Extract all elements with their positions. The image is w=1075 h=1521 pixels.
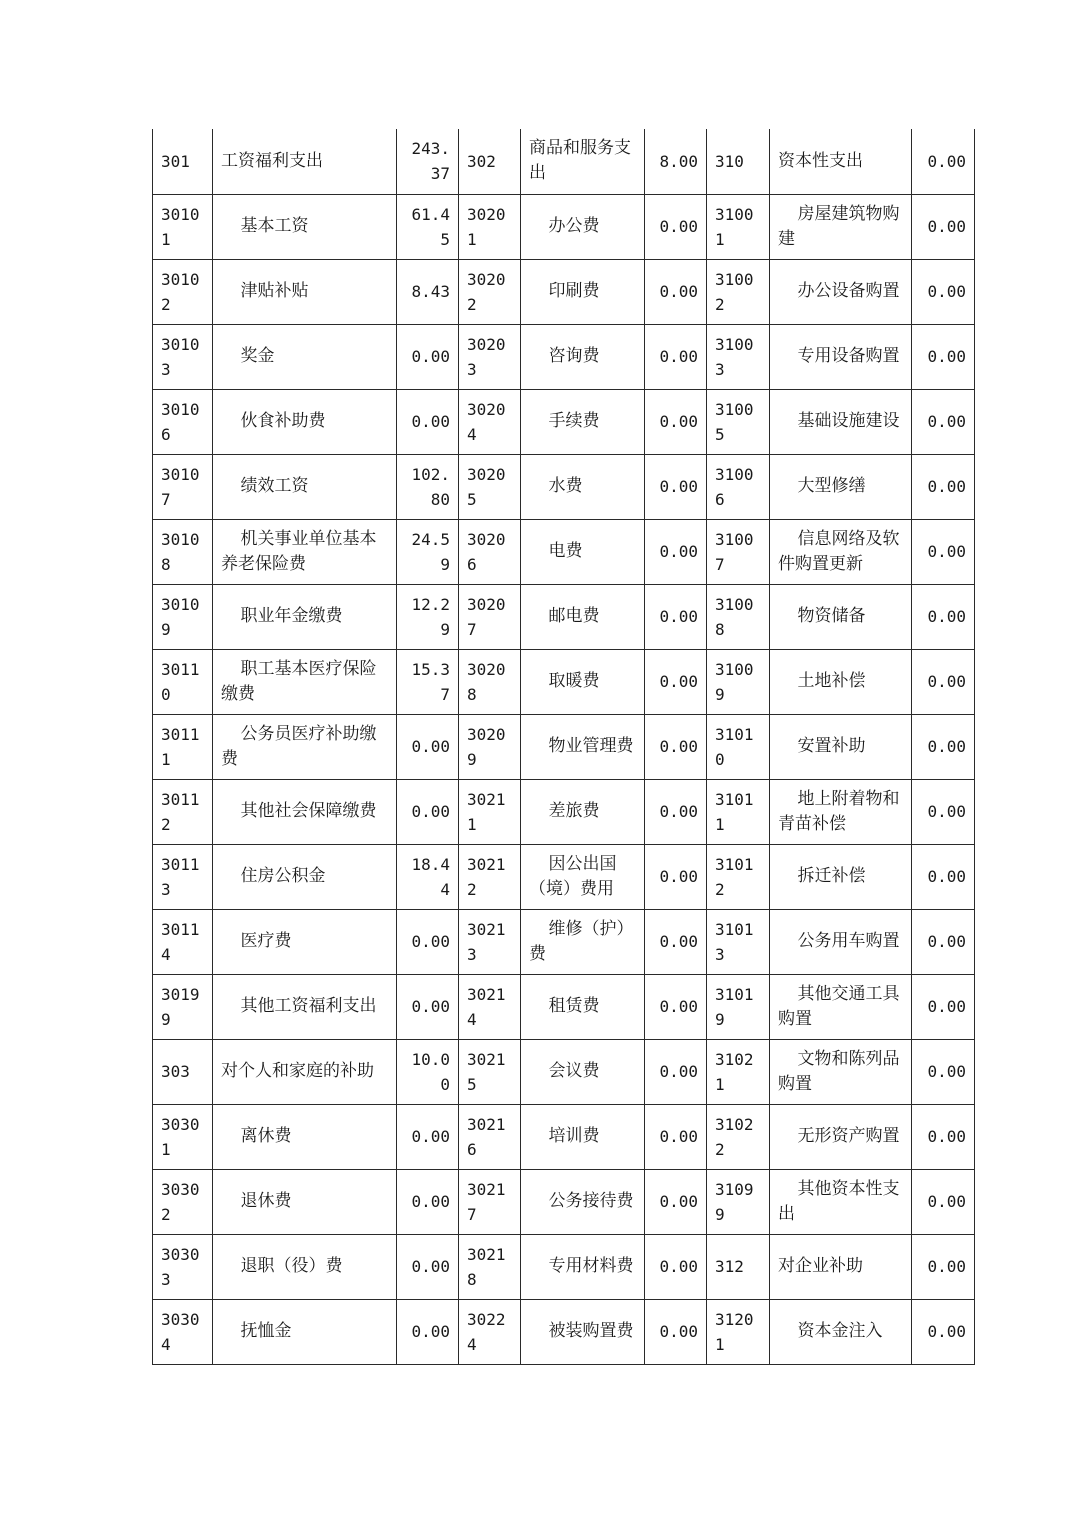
amount-cell: 18.44 bbox=[397, 844, 459, 909]
amount-cell: 0.00 bbox=[645, 1169, 707, 1234]
account-name-cell: 医疗费 bbox=[213, 909, 397, 974]
account-code-cell: 30213 bbox=[459, 909, 521, 974]
account-code-cell: 302 bbox=[459, 129, 521, 194]
account-code-cell: 31009 bbox=[707, 649, 770, 714]
account-code-cell: 31013 bbox=[707, 909, 770, 974]
amount-cell: 0.00 bbox=[645, 519, 707, 584]
amount-cell: 0.00 bbox=[397, 779, 459, 844]
amount-cell: 0.00 bbox=[912, 584, 975, 649]
account-name-cell: 邮电费 bbox=[521, 584, 645, 649]
amount-cell: 0.00 bbox=[645, 389, 707, 454]
account-code-cell: 31001 bbox=[707, 194, 770, 259]
account-name-cell: 伙食补助费 bbox=[213, 389, 397, 454]
table-row bbox=[153, 1169, 975, 1234]
account-name-cell: 对个人和家庭的补助 bbox=[213, 1039, 397, 1104]
table-row bbox=[153, 259, 975, 324]
table-row bbox=[153, 909, 975, 974]
account-code-cell: 30199 bbox=[153, 974, 213, 1039]
amount-cell: 8.43 bbox=[397, 259, 459, 324]
account-code-cell: 30216 bbox=[459, 1104, 521, 1169]
account-code-cell: 30214 bbox=[459, 974, 521, 1039]
table-row bbox=[153, 844, 975, 909]
account-code-cell: 30211 bbox=[459, 779, 521, 844]
account-name-cell: 公务员医疗补助缴费 bbox=[213, 714, 397, 779]
account-name-cell: 水费 bbox=[521, 454, 645, 519]
amount-cell: 0.00 bbox=[645, 324, 707, 389]
table-row bbox=[153, 129, 975, 194]
account-name-cell: 差旅费 bbox=[521, 779, 645, 844]
amount-cell: 8.00 bbox=[645, 129, 707, 194]
account-name-cell: 取暖费 bbox=[521, 649, 645, 714]
amount-cell: 0.00 bbox=[645, 1299, 707, 1364]
account-name-cell: 其他工资福利支出 bbox=[213, 974, 397, 1039]
account-name-cell: 职业年金缴费 bbox=[213, 584, 397, 649]
account-code-cell: 31002 bbox=[707, 259, 770, 324]
table-row bbox=[153, 454, 975, 519]
account-name-cell: 专用设备购置 bbox=[770, 324, 912, 389]
table-row bbox=[153, 1039, 975, 1104]
account-name-cell: 文物和陈列品购置 bbox=[770, 1039, 912, 1104]
account-name-cell: 大型修缮 bbox=[770, 454, 912, 519]
amount-cell: 0.00 bbox=[397, 1169, 459, 1234]
amount-cell: 24.59 bbox=[397, 519, 459, 584]
table-row bbox=[153, 389, 975, 454]
amount-cell: 0.00 bbox=[912, 389, 975, 454]
table-row bbox=[153, 1234, 975, 1299]
account-code-cell: 31099 bbox=[707, 1169, 770, 1234]
account-code-cell: 31007 bbox=[707, 519, 770, 584]
account-name-cell: 办公费 bbox=[521, 194, 645, 259]
account-code-cell: 312 bbox=[707, 1234, 770, 1299]
account-name-cell: 退职（役）费 bbox=[213, 1234, 397, 1299]
account-name-cell: 无形资产购置 bbox=[770, 1104, 912, 1169]
table-row bbox=[153, 714, 975, 779]
table-row bbox=[153, 324, 975, 389]
expenditure-table bbox=[152, 129, 975, 1365]
account-name-cell: 维修（护）费 bbox=[521, 909, 645, 974]
account-code-cell: 30301 bbox=[153, 1104, 213, 1169]
account-name-cell: 职工基本医疗保险缴费 bbox=[213, 649, 397, 714]
amount-cell: 0.00 bbox=[912, 649, 975, 714]
amount-cell: 0.00 bbox=[912, 129, 975, 194]
account-name-cell: 其他资本性支出 bbox=[770, 1169, 912, 1234]
account-code-cell: 30103 bbox=[153, 324, 213, 389]
amount-cell: 10.00 bbox=[397, 1039, 459, 1104]
amount-cell: 0.00 bbox=[912, 1234, 975, 1299]
amount-cell: 0.00 bbox=[645, 844, 707, 909]
amount-cell: 0.00 bbox=[645, 454, 707, 519]
amount-cell: 12.29 bbox=[397, 584, 459, 649]
account-code-cell: 30108 bbox=[153, 519, 213, 584]
amount-cell: 0.00 bbox=[397, 389, 459, 454]
account-name-cell: 专用材料费 bbox=[521, 1234, 645, 1299]
account-code-cell: 30206 bbox=[459, 519, 521, 584]
account-code-cell: 31011 bbox=[707, 779, 770, 844]
account-name-cell: 地上附着物和青苗补偿 bbox=[770, 779, 912, 844]
table-row bbox=[153, 1299, 975, 1364]
account-code-cell: 30113 bbox=[153, 844, 213, 909]
account-name-cell: 奖金 bbox=[213, 324, 397, 389]
account-name-cell: 物资储备 bbox=[770, 584, 912, 649]
account-code-cell: 30114 bbox=[153, 909, 213, 974]
account-name-cell: 绩效工资 bbox=[213, 454, 397, 519]
account-code-cell: 30204 bbox=[459, 389, 521, 454]
account-code-cell: 30107 bbox=[153, 454, 213, 519]
table-row bbox=[153, 779, 975, 844]
table-row bbox=[153, 519, 975, 584]
account-name-cell: 房屋建筑物购建 bbox=[770, 194, 912, 259]
table-row bbox=[153, 649, 975, 714]
account-name-cell: 其他交通工具购置 bbox=[770, 974, 912, 1039]
account-name-cell: 物业管理费 bbox=[521, 714, 645, 779]
account-name-cell: 机关事业单位基本养老保险费 bbox=[213, 519, 397, 584]
account-code-cell: 31021 bbox=[707, 1039, 770, 1104]
amount-cell: 0.00 bbox=[397, 714, 459, 779]
account-code-cell: 30109 bbox=[153, 584, 213, 649]
account-name-cell: 电费 bbox=[521, 519, 645, 584]
amount-cell: 0.00 bbox=[912, 1104, 975, 1169]
amount-cell: 0.00 bbox=[397, 1234, 459, 1299]
account-name-cell: 土地补偿 bbox=[770, 649, 912, 714]
account-name-cell: 基础设施建设 bbox=[770, 389, 912, 454]
account-code-cell: 30202 bbox=[459, 259, 521, 324]
table-row bbox=[153, 584, 975, 649]
account-name-cell: 会议费 bbox=[521, 1039, 645, 1104]
account-name-cell: 资本性支出 bbox=[770, 129, 912, 194]
account-code-cell: 31008 bbox=[707, 584, 770, 649]
amount-cell: 0.00 bbox=[912, 714, 975, 779]
account-name-cell: 工资福利支出 bbox=[213, 129, 397, 194]
account-code-cell: 31003 bbox=[707, 324, 770, 389]
amount-cell: 0.00 bbox=[397, 974, 459, 1039]
account-code-cell: 30209 bbox=[459, 714, 521, 779]
account-name-cell: 手续费 bbox=[521, 389, 645, 454]
account-code-cell: 30102 bbox=[153, 259, 213, 324]
account-code-cell: 30208 bbox=[459, 649, 521, 714]
account-name-cell: 对企业补助 bbox=[770, 1234, 912, 1299]
account-name-cell: 信息网络及软件购置更新 bbox=[770, 519, 912, 584]
account-code-cell: 30207 bbox=[459, 584, 521, 649]
amount-cell: 0.00 bbox=[912, 519, 975, 584]
amount-cell: 102.80 bbox=[397, 454, 459, 519]
account-code-cell: 303 bbox=[153, 1039, 213, 1104]
amount-cell: 0.00 bbox=[912, 1169, 975, 1234]
account-name-cell: 办公设备购置 bbox=[770, 259, 912, 324]
amount-cell: 0.00 bbox=[645, 584, 707, 649]
table-body bbox=[153, 129, 975, 1364]
amount-cell: 0.00 bbox=[645, 1234, 707, 1299]
account-name-cell: 公务接待费 bbox=[521, 1169, 645, 1234]
account-code-cell: 310 bbox=[707, 129, 770, 194]
amount-cell: 0.00 bbox=[397, 909, 459, 974]
table-row bbox=[153, 194, 975, 259]
account-code-cell: 30217 bbox=[459, 1169, 521, 1234]
account-code-cell: 301 bbox=[153, 129, 213, 194]
account-name-cell: 住房公积金 bbox=[213, 844, 397, 909]
amount-cell: 0.00 bbox=[912, 454, 975, 519]
amount-cell: 15.37 bbox=[397, 649, 459, 714]
amount-cell: 0.00 bbox=[912, 1039, 975, 1104]
amount-cell: 0.00 bbox=[645, 649, 707, 714]
amount-cell: 0.00 bbox=[645, 909, 707, 974]
account-code-cell: 30304 bbox=[153, 1299, 213, 1364]
table-row bbox=[153, 1104, 975, 1169]
amount-cell: 0.00 bbox=[397, 324, 459, 389]
account-code-cell: 30215 bbox=[459, 1039, 521, 1104]
amount-cell: 243.37 bbox=[397, 129, 459, 194]
amount-cell: 0.00 bbox=[912, 844, 975, 909]
account-name-cell: 拆迁补偿 bbox=[770, 844, 912, 909]
account-code-cell: 31019 bbox=[707, 974, 770, 1039]
account-code-cell: 30224 bbox=[459, 1299, 521, 1364]
account-code-cell: 30111 bbox=[153, 714, 213, 779]
account-code-cell: 30110 bbox=[153, 649, 213, 714]
account-code-cell: 31006 bbox=[707, 454, 770, 519]
account-name-cell: 离休费 bbox=[213, 1104, 397, 1169]
amount-cell: 0.00 bbox=[645, 1104, 707, 1169]
account-name-cell: 抚恤金 bbox=[213, 1299, 397, 1364]
account-code-cell: 31012 bbox=[707, 844, 770, 909]
account-name-cell: 津贴补贴 bbox=[213, 259, 397, 324]
amount-cell: 0.00 bbox=[645, 194, 707, 259]
account-name-cell: 租赁费 bbox=[521, 974, 645, 1039]
account-code-cell: 30203 bbox=[459, 324, 521, 389]
amount-cell: 0.00 bbox=[397, 1299, 459, 1364]
amount-cell: 0.00 bbox=[645, 1039, 707, 1104]
account-code-cell: 30106 bbox=[153, 389, 213, 454]
amount-cell: 0.00 bbox=[645, 779, 707, 844]
amount-cell: 0.00 bbox=[397, 1104, 459, 1169]
account-code-cell: 31010 bbox=[707, 714, 770, 779]
account-code-cell: 31201 bbox=[707, 1299, 770, 1364]
account-code-cell: 30303 bbox=[153, 1234, 213, 1299]
account-code-cell: 31022 bbox=[707, 1104, 770, 1169]
amount-cell: 0.00 bbox=[645, 259, 707, 324]
account-code-cell: 30201 bbox=[459, 194, 521, 259]
amount-cell: 0.00 bbox=[912, 259, 975, 324]
amount-cell: 0.00 bbox=[912, 324, 975, 389]
amount-cell: 0.00 bbox=[645, 714, 707, 779]
account-name-cell: 印刷费 bbox=[521, 259, 645, 324]
account-name-cell: 商品和服务支出 bbox=[521, 129, 645, 194]
amount-cell: 61.45 bbox=[397, 194, 459, 259]
account-name-cell: 被装购置费 bbox=[521, 1299, 645, 1364]
account-name-cell: 因公出国（境）费用 bbox=[521, 844, 645, 909]
account-code-cell: 30101 bbox=[153, 194, 213, 259]
account-name-cell: 公务用车购置 bbox=[770, 909, 912, 974]
account-name-cell: 培训费 bbox=[521, 1104, 645, 1169]
account-code-cell: 30212 bbox=[459, 844, 521, 909]
amount-cell: 0.00 bbox=[912, 1299, 975, 1364]
amount-cell: 0.00 bbox=[645, 974, 707, 1039]
account-name-cell: 其他社会保障缴费 bbox=[213, 779, 397, 844]
amount-cell: 0.00 bbox=[912, 909, 975, 974]
account-name-cell: 咨询费 bbox=[521, 324, 645, 389]
account-name-cell: 资本金注入 bbox=[770, 1299, 912, 1364]
account-code-cell: 31005 bbox=[707, 389, 770, 454]
amount-cell: 0.00 bbox=[912, 194, 975, 259]
account-name-cell: 基本工资 bbox=[213, 194, 397, 259]
amount-cell: 0.00 bbox=[912, 779, 975, 844]
account-name-cell: 安置补助 bbox=[770, 714, 912, 779]
account-code-cell: 30218 bbox=[459, 1234, 521, 1299]
account-name-cell: 退休费 bbox=[213, 1169, 397, 1234]
table-row bbox=[153, 974, 975, 1039]
account-code-cell: 30302 bbox=[153, 1169, 213, 1234]
amount-cell: 0.00 bbox=[912, 974, 975, 1039]
account-code-cell: 30205 bbox=[459, 454, 521, 519]
account-code-cell: 30112 bbox=[153, 779, 213, 844]
